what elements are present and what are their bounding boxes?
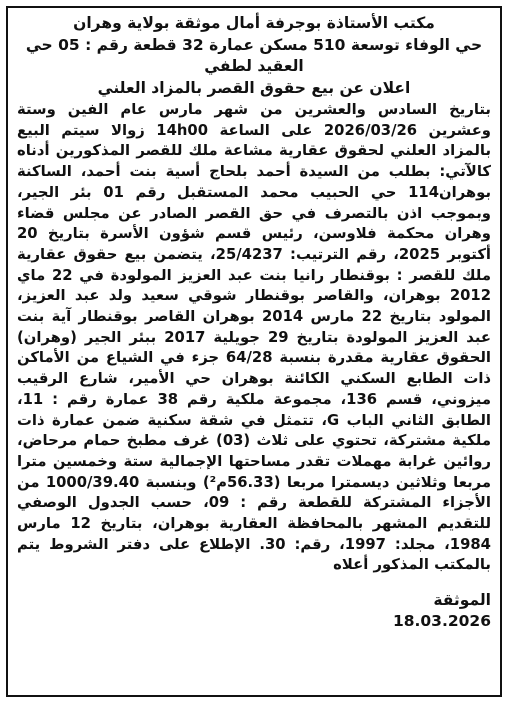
notice-body: بتاريخ السادس والعشرين من شهر مارس عام الفين وستة وعشرين 2026/03/26 على الساعة 14h00 زوالا سيتم البيع بالمزاد العلني لحقوق عقارية مشاعة ملك للقصر المذكورين أدناه كالآتي: بطلب من السيدة أحمد بلحاج أسية بنت أحمد، الساكنة بوهران114 حي الحبيب محمد المستقبل رقم 01 بئر الجير، وبموجب اذن بالتصرف في حق القصر الصادر عن مجلس قضاء وهران محكمة فلاوسن، رئيس قسم شؤون الأسرة بتاريخ 20 أكتوبر 2025، رقم الترتيب: 25/4237، يتضمن بيع حقوق عقارية ملك للقصر : بوقنطار رانيا بنت عبد العزيز المولودة في 22 ماي 2012 بوهران، والقاصر بوقنطار شوقي سعيد ولد عبد العزيز، المولود بتاريخ 22 مارس 2014 بوهران القاصر بوقنطار آية بنت عبد العزيز المولودة بتاريخ 29 جويلية 2017 ببئر الجير (وهران) الحقوق عقارية مقدرة بنسبة 64/28 جزء في الشياع من الأماكن ذات الطابع السكني الكائنة بوهران حي الأمير، شارع الرقيب ميزوني، قسم 136، مجموعة ملكية رقم 38 عمارة رقم : 11، الطابق الثاني الباب G، تتمثل في شقة سكنية ضمن عمارة ذات ملكية مشتركة، تحتوي على ثلاث (03) غرف مطبخ حمام مرحاض، روائين غرابة مهملات تقدر مساحتها الإجمالية ستة وخمسين مترا مربعا وثلاثين ديسمترا مربعا (56.33م²) وبنسبة 1000/39.40 من الأجزاء المشتركة للقطعة رقم : 09، حسب الجدول الوصفي للتقديم المشهر بالمحافظة العقارية بوهران، بتاريخ 12 مارس 1984، مجلد: 1997، رقم: 30. الإطلاع على دفتر الشروط يتم بالمكتب المذكور أعلاه [17, 101, 492, 574]
signature-date: 18.03.2026 [392, 612, 491, 631]
office-address: حي الوفاء توسعة 510 مسكن عمارة 32 قطعة رقم : 05 حي العقيد لطفي [25, 35, 483, 75]
notice-title: اعلان عن بيع حقوق القصر بالمزاد العلني [97, 78, 411, 97]
notary-office-header [17, 13, 491, 78]
office-name: مكتب الأستاذة بوجرفة أمال موثقة بولاية وهران [73, 14, 435, 32]
legal-notice-frame [6, 6, 502, 697]
signature-block [17, 590, 491, 632]
notary-signature-label: الموثقة [433, 591, 491, 610]
